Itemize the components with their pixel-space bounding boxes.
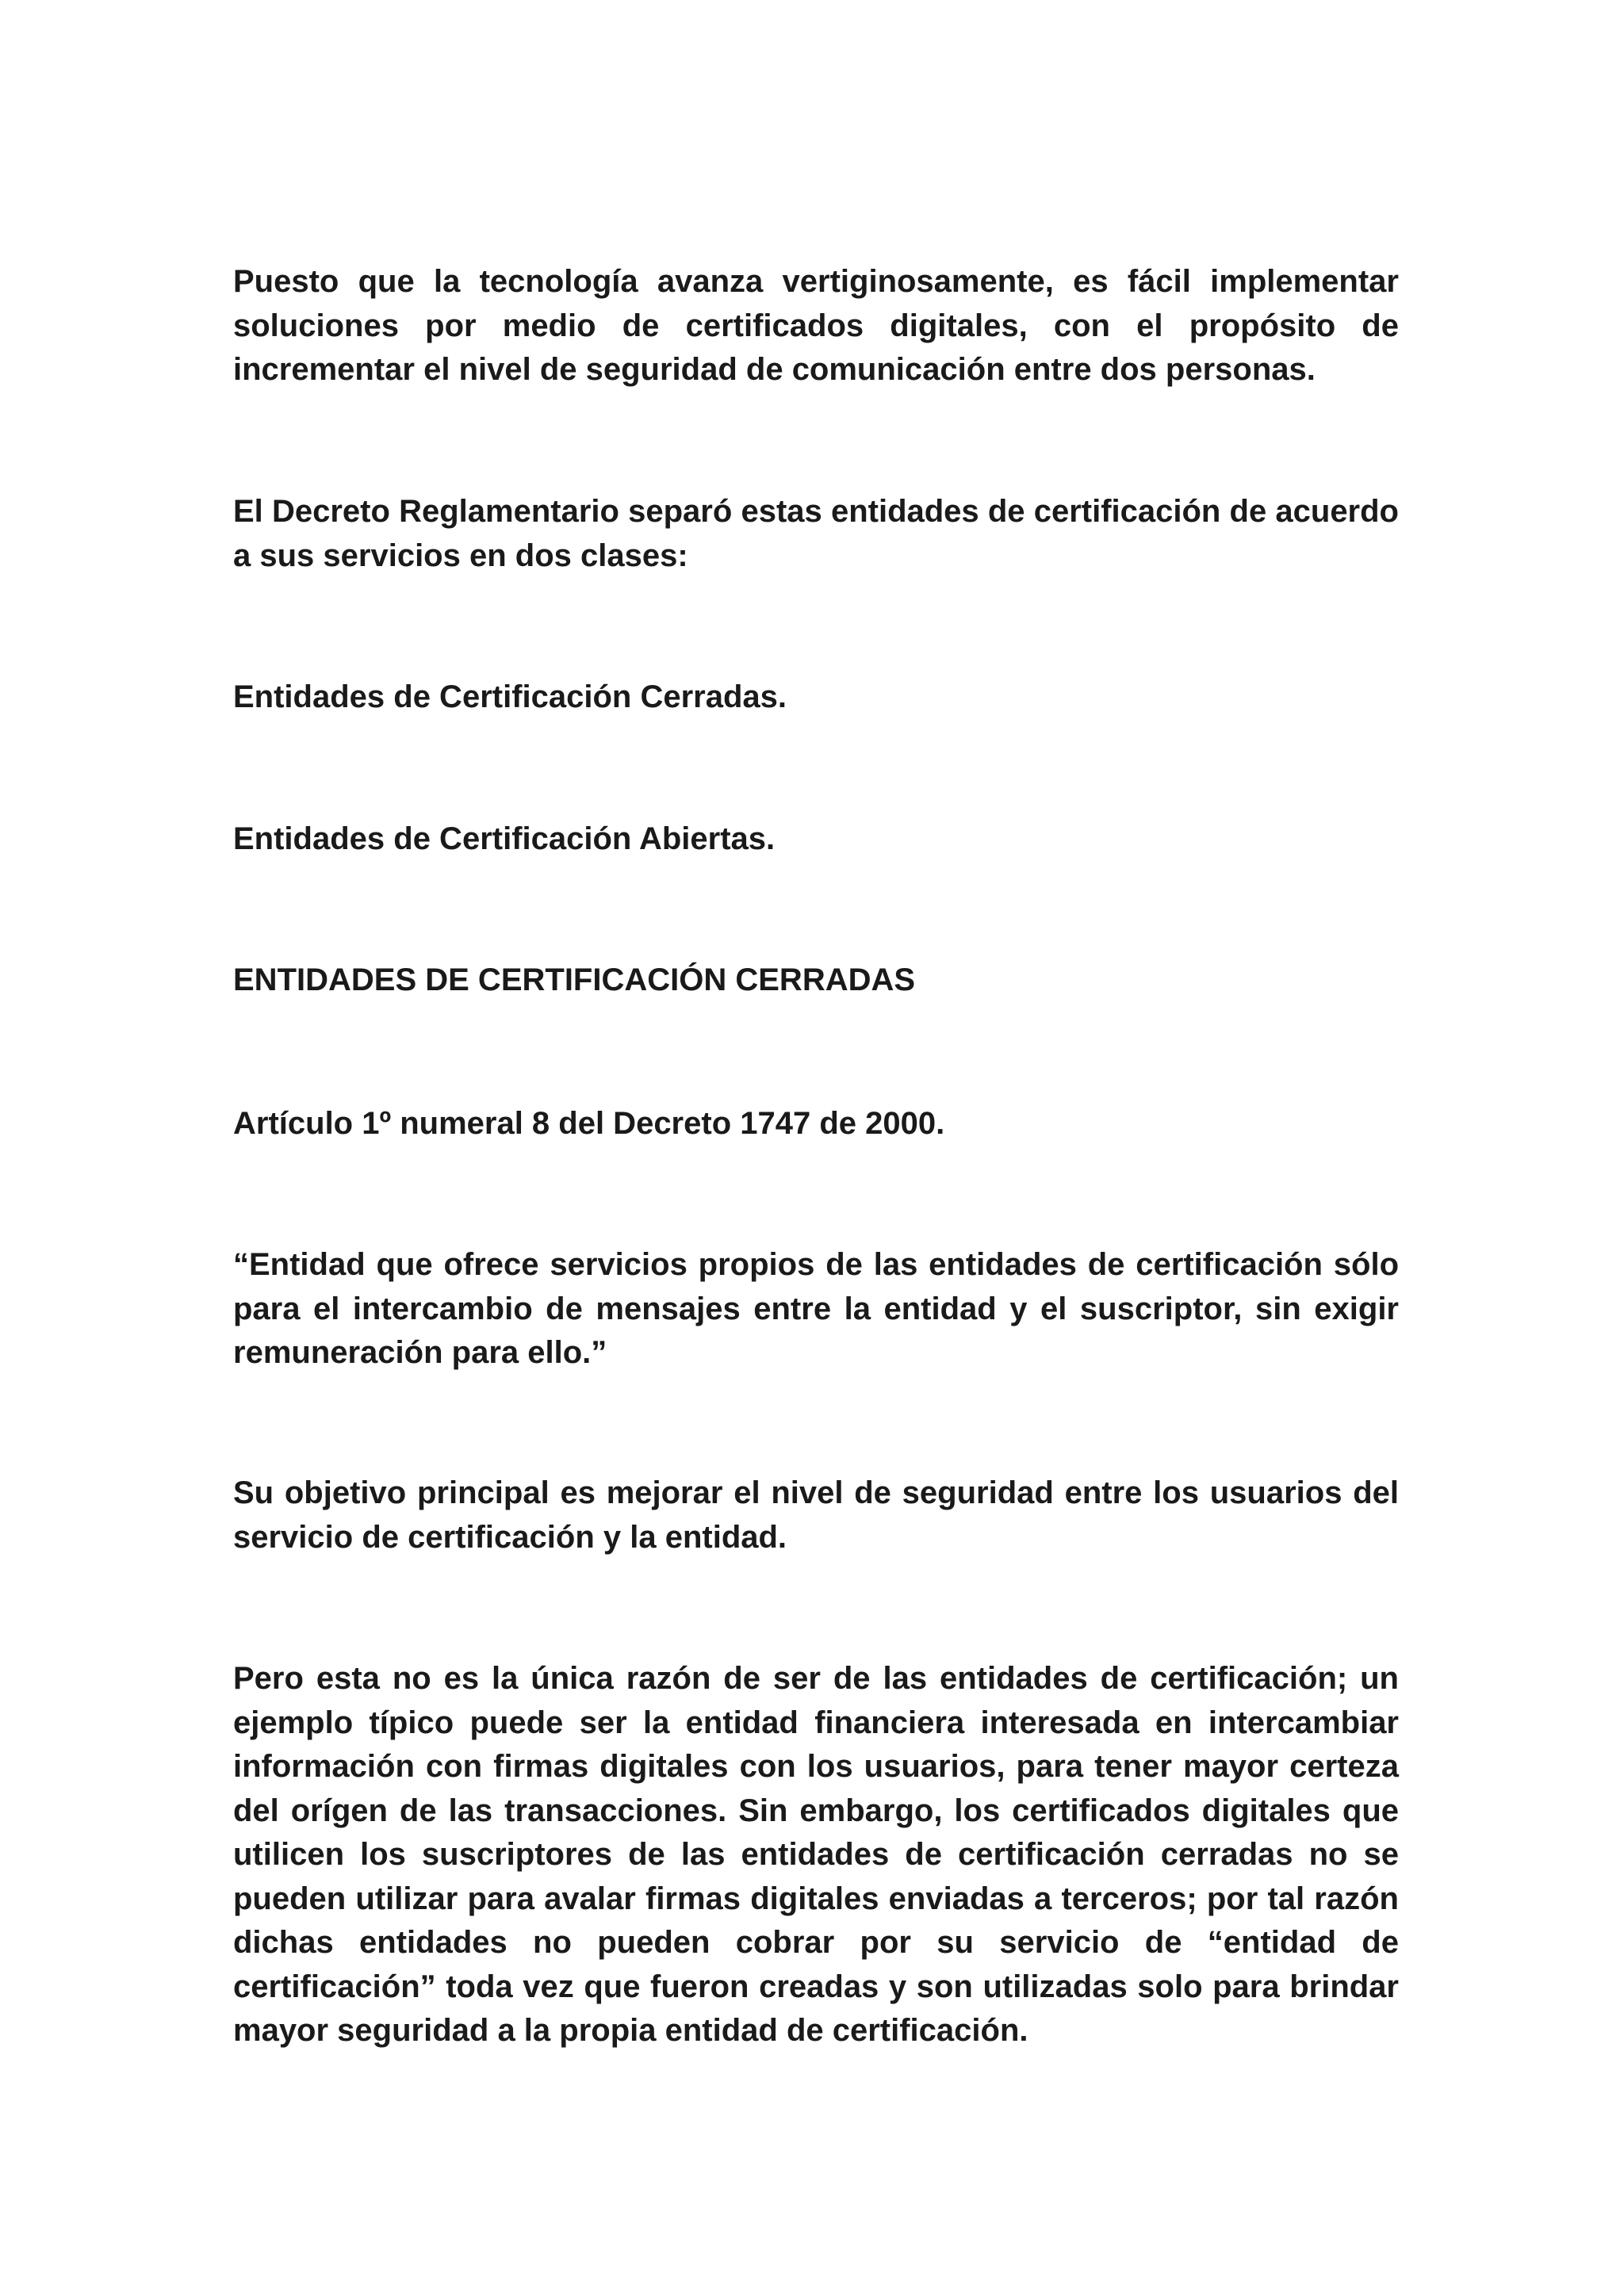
- intro-paragraph: Puesto que la tecnología avanza vertiginosamente, es fácil implementar soluciones por medio de certificados digitales, con el propósito de incrementar el nivel de seguridad de comunicación entre dos personas.: [233, 264, 1399, 387]
- objective-paragraph: Su objetivo principal es mejorar el nivel de seguridad entre los usuarios del servicio de certificación y la entidad.: [233, 1475, 1399, 1555]
- closed-entities-item: Entidades de Certificación Cerradas.: [233, 679, 787, 714]
- explanation-paragraph: Pero esta no es la única razón de ser de las entidades de certificación; un ejemplo típico puede ser la entidad financiera interesada en intercambiar información con firmas digitales con los usuarios, para tener mayor certeza del orígen de las transacciones. Sin embargo, los certificados digitales que utilicen los suscriptores de las entidades de certificación cerradas no se pueden utilizar para avalar firmas digitales enviadas a terceros; por tal razón dichas entidades no pueden cobrar por su servicio de “entidad de certificación” toda vez que fueron creadas y son utilizadas solo para brindar mayor seguridad a la propia entidad de certificación.: [233, 1661, 1399, 2048]
- article-reference: Artículo 1º numeral 8 del Decreto 1747 de 2000.: [233, 1106, 945, 1141]
- section-heading: ENTIDADES DE CERTIFICACIÓN CERRADAS: [233, 962, 916, 997]
- definition-quote: “Entidad que ofrece servicios propios de las entidades de certificación sólo para el intercambio de mensajes entre la entidad y el suscriptor, sin exigir remuneración para ello.”: [233, 1247, 1399, 1370]
- open-entities-item: Entidades de Certificación Abiertas.: [233, 821, 776, 856]
- decree-classification-paragraph: El Decreto Reglamentario separó estas entidades de certificación de acuerdo a sus servicios en dos clases:: [233, 494, 1399, 573]
